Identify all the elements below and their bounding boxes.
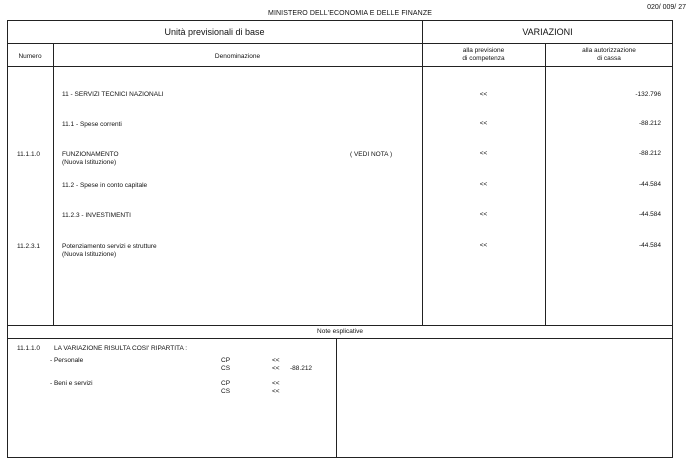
notes-text: LA VARIAZIONE RISULTA COSI' RIPARTITA : (54, 345, 188, 352)
numero-column-divider (53, 43, 54, 325)
table-row-previsione: << (479, 181, 488, 188)
notes-item-label: - Personale (50, 357, 84, 364)
table-row-denominazione: 11 - SERVIZI TECNICI NAZIONALI (62, 91, 164, 98)
notes-item-cs: CS (221, 388, 231, 395)
notes-top-divider (7, 325, 673, 326)
table-row-numero: 11.2.3.1 (17, 243, 41, 250)
table-row-cassa: -44.584 (638, 242, 661, 249)
table-row-denominazione: FUNZIONAMENTO (62, 151, 119, 158)
notes-heading-divider (7, 338, 673, 339)
notes-item-cs: CS (221, 365, 231, 372)
notes-item-amount: -88.212 (290, 365, 313, 372)
table-row-numero: 11.1.1.0 (17, 151, 41, 158)
notes-item-cs-value: << (272, 365, 280, 372)
table-row-previsione: << (479, 91, 488, 98)
table-row-denominazione: 11.2 - Spese in conto capitale (62, 182, 148, 189)
table-row-previsione: << (479, 150, 488, 157)
upb-heading: Unità previsionali di base (164, 27, 265, 37)
column-header-divider (7, 66, 673, 67)
header-divider (7, 43, 673, 44)
table-row-denominazione: 11.1 - Spese correnti (62, 121, 122, 128)
table-row-previsione: << (479, 242, 488, 249)
notes-item-cp: CP (221, 380, 231, 387)
col-previsione-line2: di competenza (462, 55, 505, 62)
table-row-previsione: << (479, 120, 488, 127)
vedi-nota-label: ( VEDI NOTA ) (350, 151, 393, 158)
notes-heading: Note esplicative (317, 328, 363, 335)
table-row-cassa: -44.584 (638, 211, 661, 218)
table-row-cassa: -44.584 (638, 181, 661, 188)
document-frame (7, 20, 673, 458)
table-row-denominazione: 11.2.3 - INVESTIMENTI (62, 212, 131, 219)
table-row-subtitle: (Nuova Istituzione) (62, 251, 117, 258)
table-row-cassa: -88.212 (638, 150, 661, 157)
table-row-denominazione: Potenziamento servizi e strutture (62, 243, 157, 250)
notes-item-cp-value: << (272, 357, 280, 364)
table-row-cassa: -132.796 (635, 91, 661, 98)
notes-column-divider (336, 338, 337, 458)
page-number: 020/ 009/ 27 (647, 4, 686, 11)
col-autorizzazione-line2: di cassa (597, 55, 621, 62)
col-previsione-line1: alla previsione (462, 47, 505, 54)
notes-item-cp: CP (221, 357, 231, 364)
notes-item-cs-value: << (272, 388, 280, 395)
variazioni-divider (422, 20, 423, 325)
col-denominazione: Denominazione (214, 53, 261, 60)
notes-item-cp-value: << (272, 380, 280, 387)
table-row-cassa: -88.212 (638, 120, 661, 127)
variazioni-heading: VARIAZIONI (522, 27, 573, 37)
ministry-title: MINISTERO DELL'ECONOMIA E DELLE FINANZE (268, 10, 432, 17)
col-numero: Numero (18, 53, 42, 60)
table-row-subtitle: (Nuova Istituzione) (62, 159, 117, 166)
col-autorizzazione-line1: alla autorizzazione (582, 47, 636, 54)
table-row-previsione: << (479, 211, 488, 218)
notes-item-label: - Beni e servizi (50, 380, 93, 387)
notes-code: 11.1.1.0 (17, 345, 41, 352)
